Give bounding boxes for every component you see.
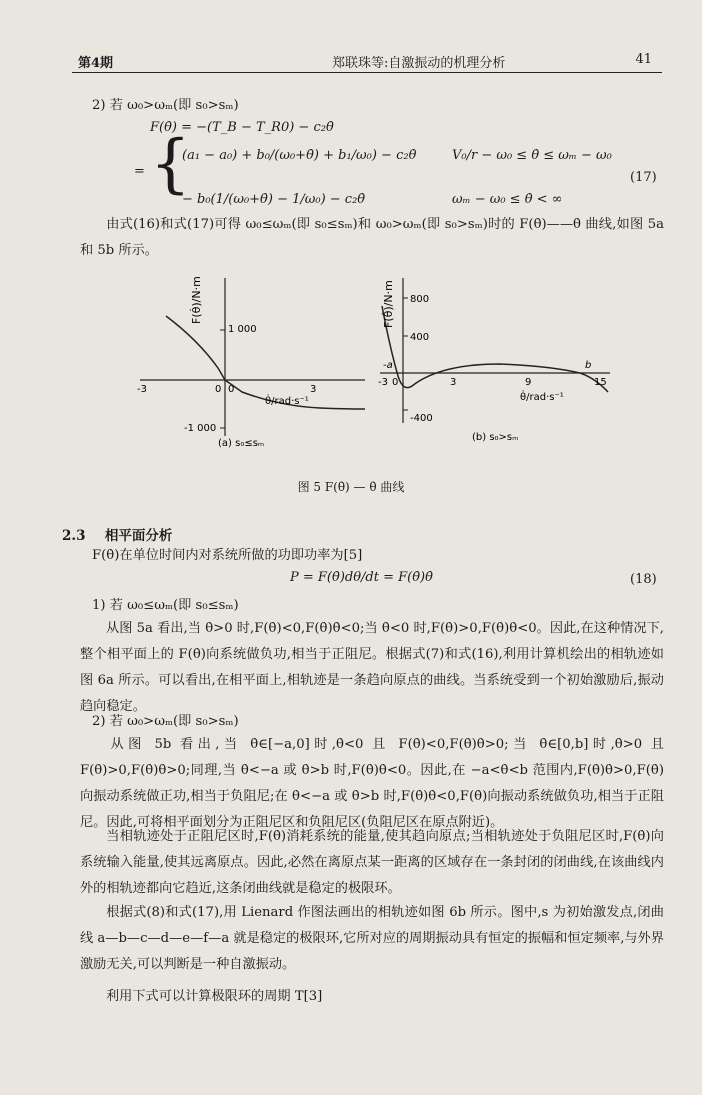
section-number: 2.3 bbox=[62, 528, 86, 544]
ytick-a-neg1000: -1 000 bbox=[184, 423, 217, 434]
equation-number-17: (17) bbox=[630, 170, 657, 185]
xtick-a-3: 3 bbox=[310, 384, 317, 395]
case1-label: 1) 若 ω₀≤ωₘ(即 s₀≤sₘ) bbox=[92, 598, 239, 613]
brace: { bbox=[150, 127, 191, 201]
condition-top: V₀/r − ω₀ ≤ θ̇ ≤ ωₘ − ω₀ bbox=[452, 148, 612, 163]
figure-5a bbox=[137, 276, 365, 449]
ytick-b-neg400: -400 bbox=[410, 413, 433, 424]
equation-branch-top: (a₁ − a₀) + b₀/(ω₀+θ̇) + b₁/ω₀) − c₂θ̇ bbox=[182, 148, 417, 163]
xtick-b-9: 9 bbox=[525, 377, 532, 388]
ytick-b-400: 400 bbox=[410, 332, 430, 343]
xtick-a-neg3: -3 bbox=[137, 384, 147, 395]
label-b: b bbox=[585, 360, 592, 371]
running-title: 郑联珠等:自激振动的机理分析 bbox=[332, 56, 506, 71]
ytick-b-0: 0 bbox=[392, 377, 399, 388]
ylabel-b: F(θ̇)/N·m bbox=[382, 280, 395, 328]
issue-label: 第4期 bbox=[78, 56, 114, 71]
power-intro: F(θ̇)在单位时间内对系统所做的功即功率为[5] bbox=[92, 548, 363, 563]
intro-text: 由式(16)和式(17)可得 ω₀≤ωₘ(即 s₀≤sₘ)和 ω₀>ωₘ(即 s₀>sₘ)时的 F(θ̇)——θ̇ 曲线,如图 5a 和 5b 所示。 bbox=[80, 217, 664, 258]
power-equation: P = F(θ̇)dθ/dt = F(θ̇)θ̇ bbox=[290, 570, 433, 585]
case2-label: 2) 若 ω₀>ωₘ(即 s₀>sₘ) bbox=[92, 98, 239, 113]
case2b-label: 2) 若 ω₀>ωₘ(即 s₀>sₘ) bbox=[92, 714, 239, 729]
limit-cycle-paragraph bbox=[80, 824, 664, 902]
equation-f-line1: F(θ̇) = −(T_B − T_R0) − c₂θ̇ bbox=[150, 120, 334, 135]
figure-5b bbox=[378, 278, 610, 443]
equation-branch-bottom: − b₀(1/(ω₀+θ̇) − 1/ω₀) − c₂θ̇ bbox=[182, 192, 366, 207]
xtick-a-0: 0 bbox=[228, 384, 235, 395]
section-title: 相平面分析 bbox=[104, 528, 173, 544]
ylabel-a: F(θ̇)/N·m bbox=[190, 276, 203, 324]
xtick-b-15: 15 bbox=[594, 377, 607, 388]
label-neg-a: -a bbox=[383, 360, 393, 371]
equals-sign: = bbox=[134, 164, 145, 179]
condition-bottom: ωₘ − ω₀ ≤ θ̇ < ∞ bbox=[452, 192, 563, 207]
xtick-b-neg3: -3 bbox=[378, 377, 388, 388]
xlabel-b: θ̇/rad·s⁻¹ bbox=[520, 392, 564, 403]
case2b-paragraph bbox=[80, 732, 664, 836]
case1-paragraph bbox=[80, 616, 664, 720]
figure-caption: 图 5 F(θ̇) — θ̇ 曲线 bbox=[297, 480, 405, 494]
figure-5 bbox=[120, 268, 620, 478]
ytick-a-1000: 1 000 bbox=[228, 324, 257, 335]
section-heading bbox=[62, 524, 172, 544]
case2b-text: 从图 5b 看出,当 θ̇∈[−a,0]时,θ̇<0 且 F(θ̇)<0,F(θ̇)θ̇>0;当 θ̇∈[0,b]时,θ̇>0 且 F(θ̇)>0,F(θ̇)θ̇>0;同理,当 θ̇<−a 或 θ̇>b 时,F(θ̇)θ̇<0。因此,在 −a<θ̇<b 范围内,F(θ̇)θ̇>0,F(θ̇)向振动系统做正功,相当于负阻尼;在 θ̇<−a 或 θ̇>b 时,F(θ̇)θ̇<0,F(θ̇)向振动系统做负功,相当于正阻尼。因此,可将相平面划分为正阻尼区和负阻尼区(负阻尼区在原点附近)。 bbox=[80, 737, 664, 830]
running-header bbox=[72, 48, 662, 73]
xtick-b-3: 3 bbox=[450, 377, 457, 388]
period-text: 利用下式可以计算极限环的周期 T[3] bbox=[106, 989, 323, 1004]
lienard-paragraph bbox=[80, 900, 664, 978]
page-number: 41 bbox=[635, 52, 652, 67]
xlabel-a: θ̇/rad·s⁻¹ bbox=[265, 396, 309, 407]
sublabel-b: (b) s₀>sₘ bbox=[472, 432, 519, 443]
intro-paragraph bbox=[80, 212, 664, 264]
sublabel-a: (a) s₀≤sₘ bbox=[218, 438, 265, 449]
curve-b bbox=[382, 306, 608, 392]
ytick-b-800: 800 bbox=[410, 294, 430, 305]
limit-cycle-text: 当相轨迹处于正阻尼区时,F(θ̇)消耗系统的能量,使其趋向原点;当相轨迹处于负阻尼区时,F(θ̇)向系统输入能量,使其远离原点。因此,必然在离原点某一距离的区域存在一条封闭的闭曲线,在该曲线内外的相轨迹都向它趋近,这条闭曲线就是稳定的极限环。 bbox=[80, 829, 664, 896]
ytick-a-0: 0 bbox=[215, 384, 222, 395]
lienard-text: 根据式(8)和式(17),用 Lienard 作图法画出的相轨迹如图 6b 所示。图中,s 为初始激发点,闭曲线 a—b—c—d—e—f—a 就是稳定的极限环,它所对应的周期振动具有恒定的振幅和恒定频率,与外界激励无关,可以判断是一种自激振动。 bbox=[80, 905, 664, 972]
case1-text: 从图 5a 看出,当 θ̇>0 时,F(θ̇)<0,F(θ̇)θ̇<0;当 θ̇<0 时,F(θ̇)>0,F(θ̇)θ̇<0。因此,在这种情况下,整个相平面上的 F(θ̇)向系统做负功,相当于正阻尼。根据式(7)和式(16),利用计算机绘出的相轨迹如图 6a 所示。可以看出,在相平面上,相轨迹是一条趋向原点的曲线。当系统受到一个初始激励后,振动趋向稳定。 bbox=[80, 621, 664, 714]
equation-number-18: (18) bbox=[630, 572, 657, 587]
period-paragraph bbox=[80, 984, 664, 1010]
